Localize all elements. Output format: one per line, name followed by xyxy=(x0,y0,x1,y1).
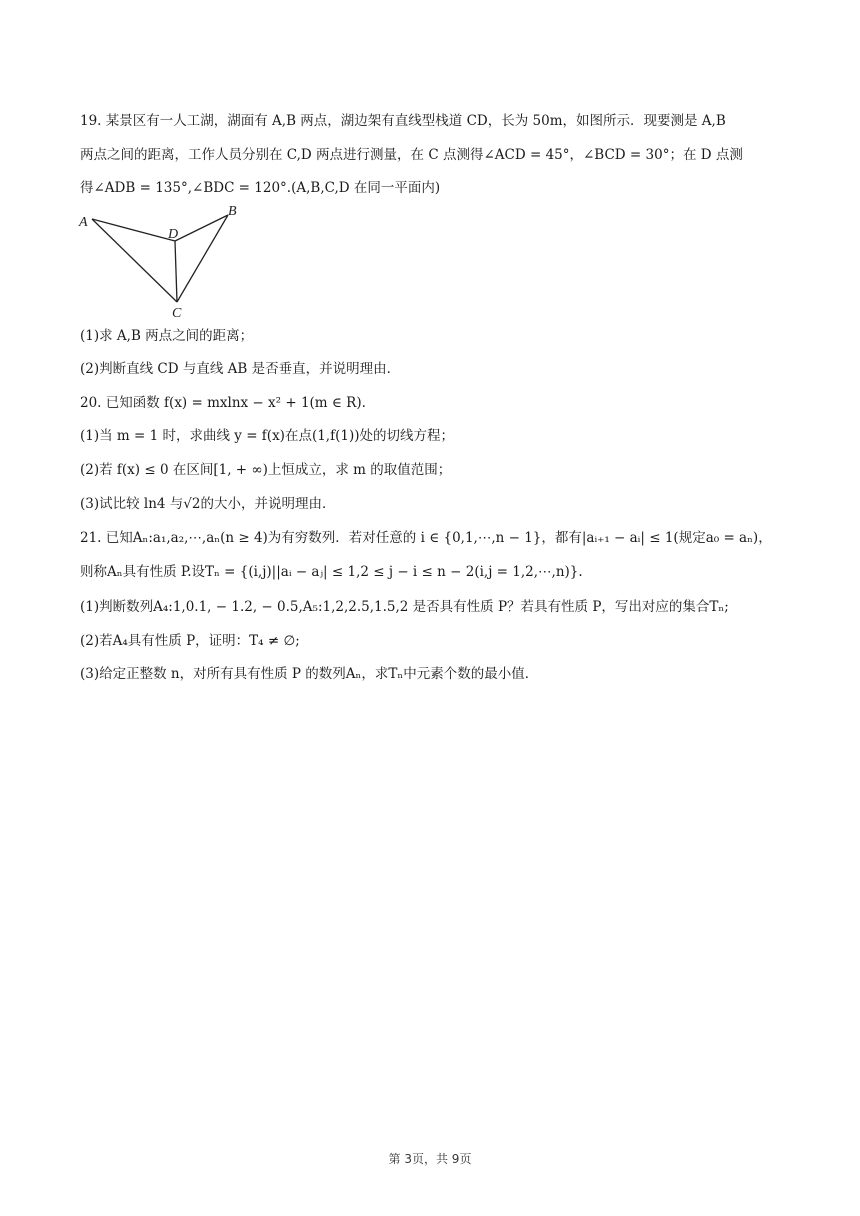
label-b: B xyxy=(228,204,237,219)
q21-stem-line-1: 21. 已知Aₙ:a₁,a₂,⋯,aₙ(n ≥ 4)为有穷数列．若对任意的 i ∈ {0,1,⋯,n − 1}，都有|aᵢ₊₁ − aᵢ| ≤ 1(规定a₀ = aₙ)， xyxy=(80,530,772,546)
q20-stem: 20. 已知函数 f(x) = mxlnx − x² + 1(m ∈ R). xyxy=(80,395,366,411)
q19-stem-line-2: 两点之间的距离，工作人员分别在 C,D 两点进行测量，在 C 点测得∠ACD = 45°，∠BCD = 30°；在 D 点测 xyxy=(80,147,743,163)
segment-ad xyxy=(92,219,175,241)
segment-ac xyxy=(92,219,177,302)
q19-stem-line-1: 19. 某景区有一人工湖，湖面有 A,B 两点，湖边架有直线型栈道 CD，长为 50m，如图所示．现要测是 A,B xyxy=(80,113,726,129)
q19-stem-line-3: 得∠ADB = 135°,∠BDC = 120°.(A,B,C,D 在同一平面内) xyxy=(80,180,441,196)
page-footer: 第 3页，共 9页 xyxy=(388,1152,472,1166)
q21-part-3: (3)给定正整数 n，对所有具有性质 P 的数列Aₙ，求Tₙ中元素个数的最小值． xyxy=(80,666,539,682)
segment-dc xyxy=(175,241,177,302)
q19-part-1: (1)求 A,B 两点之间的距离； xyxy=(80,328,254,344)
label-a: A xyxy=(79,215,88,230)
q20-part-2: (2)若 f(x) ≤ 0 在区间[1, + ∞)上恒成立，求 m 的取值范围； xyxy=(80,462,452,478)
q20-part-1: (1)当 m = 1 时，求曲线 y = f(x)在点(1,f(1))处的切线方程； xyxy=(80,428,454,444)
label-c: C xyxy=(172,306,182,320)
q21-part-2: (2)若A₄具有性质 P，证明：T₄ ≠ ∅; xyxy=(80,633,300,649)
q19-part-2: (2)判断直线 CD 与直线 AB 是否垂直，并说明理由． xyxy=(80,361,401,377)
label-d: D xyxy=(168,227,179,242)
q20-part-3: (3)试比较 ln4 与√2的大小，并说明理由． xyxy=(80,496,336,512)
q21-stem-line-2: 则称Aₙ具有性质 P.设Tₙ = {(i,j)||aᵢ − aⱼ| ≤ 1,2 ≤ j − i ≤ n − 2(i,j = 1,2,⋯,n)}. xyxy=(80,564,583,580)
quadrilateral-figure xyxy=(76,200,246,320)
q21-part-1: (1)判断数列A₄:1,0.1, − 1.2, − 0.5,A₅:1,2,2.5,1.5,2 是否具有性质 P？若具有性质 P，写出对应的集合Tₙ; xyxy=(80,599,729,615)
